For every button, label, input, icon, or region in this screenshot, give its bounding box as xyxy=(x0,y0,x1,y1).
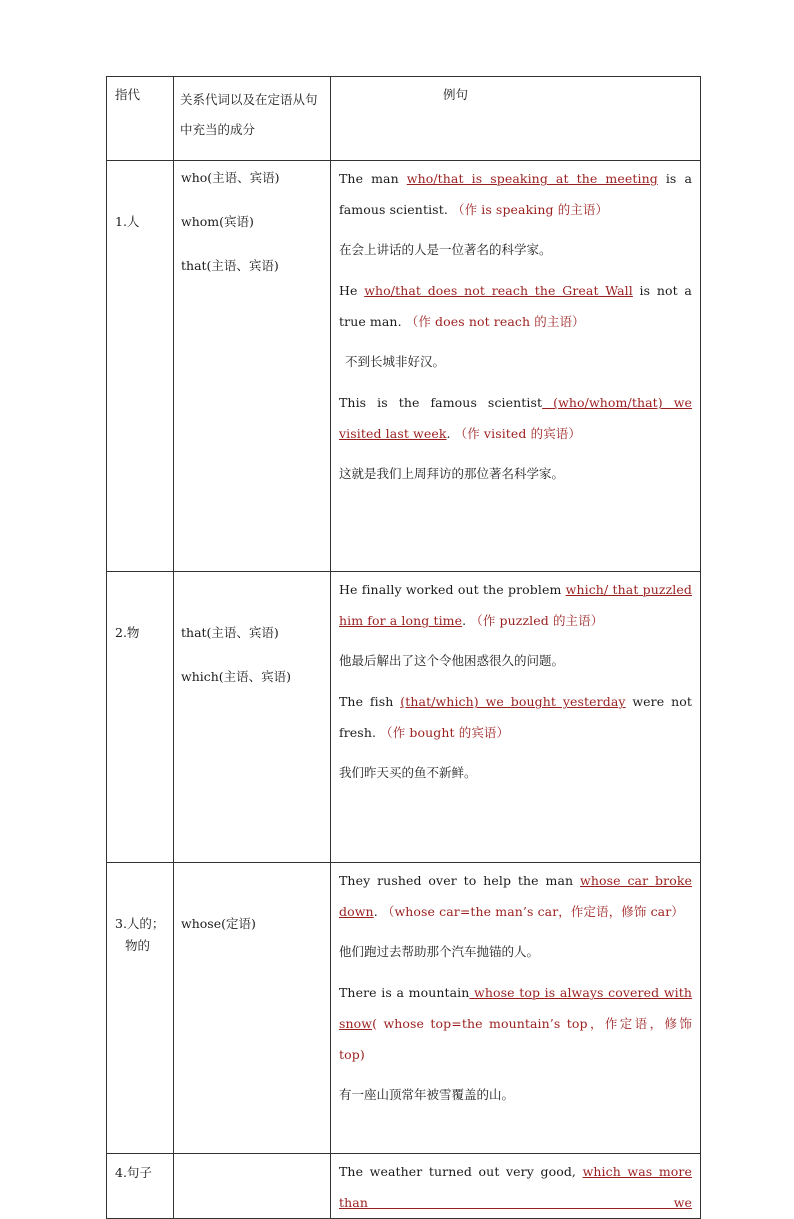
example-translation: 不到长城非好汉。 xyxy=(345,354,446,369)
category-label: 1.人 xyxy=(115,214,140,229)
example-translation: 他最后解出了这个令他困惑很久的问题。 xyxy=(339,653,565,668)
pronoun-that: that(主语、宾语) xyxy=(181,625,279,640)
pronoun-which: which(主语、宾语) xyxy=(181,669,292,684)
pronoun-cell xyxy=(174,863,331,1154)
relative-clause: which was more than we xyxy=(339,1164,692,1210)
relative-clause: (who/whom/that) we visited last week xyxy=(339,395,692,441)
example-sentence: This is the famous scientist (who/whom/that) we visited last week. （作 visited 的宾语） xyxy=(339,395,692,441)
relative-pronoun-table xyxy=(106,76,701,1219)
example-translation: 有一座山顶常年被雪覆盖的山。 xyxy=(339,1087,515,1102)
example-sentence: He finally worked out the problem which/ that puzzled him for a long time. （作 puzzled 的主语） xyxy=(339,582,692,628)
pronoun-who: who(主语、宾语) xyxy=(181,170,280,185)
example-sentence: He who/that does not reach the Great Wall is not a true man. （作 does not reach 的主语） xyxy=(339,283,692,329)
example-translation: 在会上讲话的人是一位著名的科学家。 xyxy=(339,242,552,257)
grammar-note: （作 bought 的宾语） xyxy=(380,725,510,740)
table-header-row xyxy=(107,77,701,161)
example-translation: 我们昨天买的鱼不新鲜。 xyxy=(339,765,477,780)
grammar-note: （作 visited 的宾语） xyxy=(454,426,581,441)
example-sentence: The man who/that is speaking at the meeting is a famous scientist. （作 is speaking 的主语） xyxy=(339,171,693,217)
pronoun-cell xyxy=(174,572,331,863)
example-cell xyxy=(331,863,701,1154)
category-label: 3.人的； xyxy=(115,916,165,931)
example-sentence: They rushed over to help the man whose car broke down. （whose car=the man’s car，作定语，修饰 car） xyxy=(339,873,692,919)
table-row xyxy=(107,1154,701,1219)
category-label: 2.物 xyxy=(115,625,140,640)
example-translation: 他们跑过去帮助那个汽车抛锚的人。 xyxy=(339,944,540,959)
pronoun-cell xyxy=(174,1154,331,1219)
example-cell xyxy=(331,572,701,863)
category-cell xyxy=(107,161,174,572)
grammar-note: （作 puzzled 的主语） xyxy=(470,613,604,628)
category-label: 物的 xyxy=(125,938,151,953)
table-row xyxy=(107,161,701,572)
pronoun-that: that(主语、宾语) xyxy=(181,258,279,273)
relative-clause: whose car broke down xyxy=(339,873,692,919)
header-pronoun-role: 关系代词以及在定语从句中充当的成分 xyxy=(174,77,331,161)
grammar-note: （whose car=the man’s car，作定语，修饰 car） xyxy=(381,904,684,919)
category-label: 4.句子 xyxy=(115,1165,152,1180)
table-row xyxy=(107,572,701,863)
pronoun-cell xyxy=(174,161,331,572)
table-row xyxy=(107,863,701,1154)
relative-clause: (that/which) we bought yesterday xyxy=(400,694,626,709)
relative-clause: who/that is speaking at the meeting xyxy=(406,171,658,186)
pronoun-whom: whom(宾语) xyxy=(181,214,254,229)
example-translation: 这就是我们上周拜访的那位著名科学家。 xyxy=(339,466,565,481)
category-cell xyxy=(107,572,174,863)
relative-clause: whose top is always covered with snow xyxy=(339,985,692,1031)
header-examples: 例句 xyxy=(331,77,701,161)
pronoun-whose: whose(定语) xyxy=(181,916,256,931)
example-cell xyxy=(331,161,701,572)
category-cell xyxy=(107,863,174,1154)
grammar-note: ( whose top=the mountain’s top，作定语，修饰 top) xyxy=(339,1016,692,1062)
category-cell xyxy=(107,1154,174,1219)
example-sentence: There is a mountain whose top is always covered with snow( whose top=the mountain’s top，作定语，修饰 top) xyxy=(339,985,692,1062)
relative-clause: who/that does not reach the Great Wall xyxy=(364,283,633,298)
relative-clause: which/ that puzzled him for a long time xyxy=(339,582,692,628)
grammar-note: （作 does not reach 的主语） xyxy=(405,314,585,329)
example-sentence: The weather turned out very good, which was more than we xyxy=(339,1164,692,1210)
header-referent: 指代 xyxy=(107,77,174,161)
example-sentence: The fish (that/which) we bought yesterday were not fresh. （作 bought 的宾语） xyxy=(339,694,692,740)
example-cell xyxy=(331,1154,701,1219)
grammar-note: （作 is speaking 的主语） xyxy=(451,202,609,217)
